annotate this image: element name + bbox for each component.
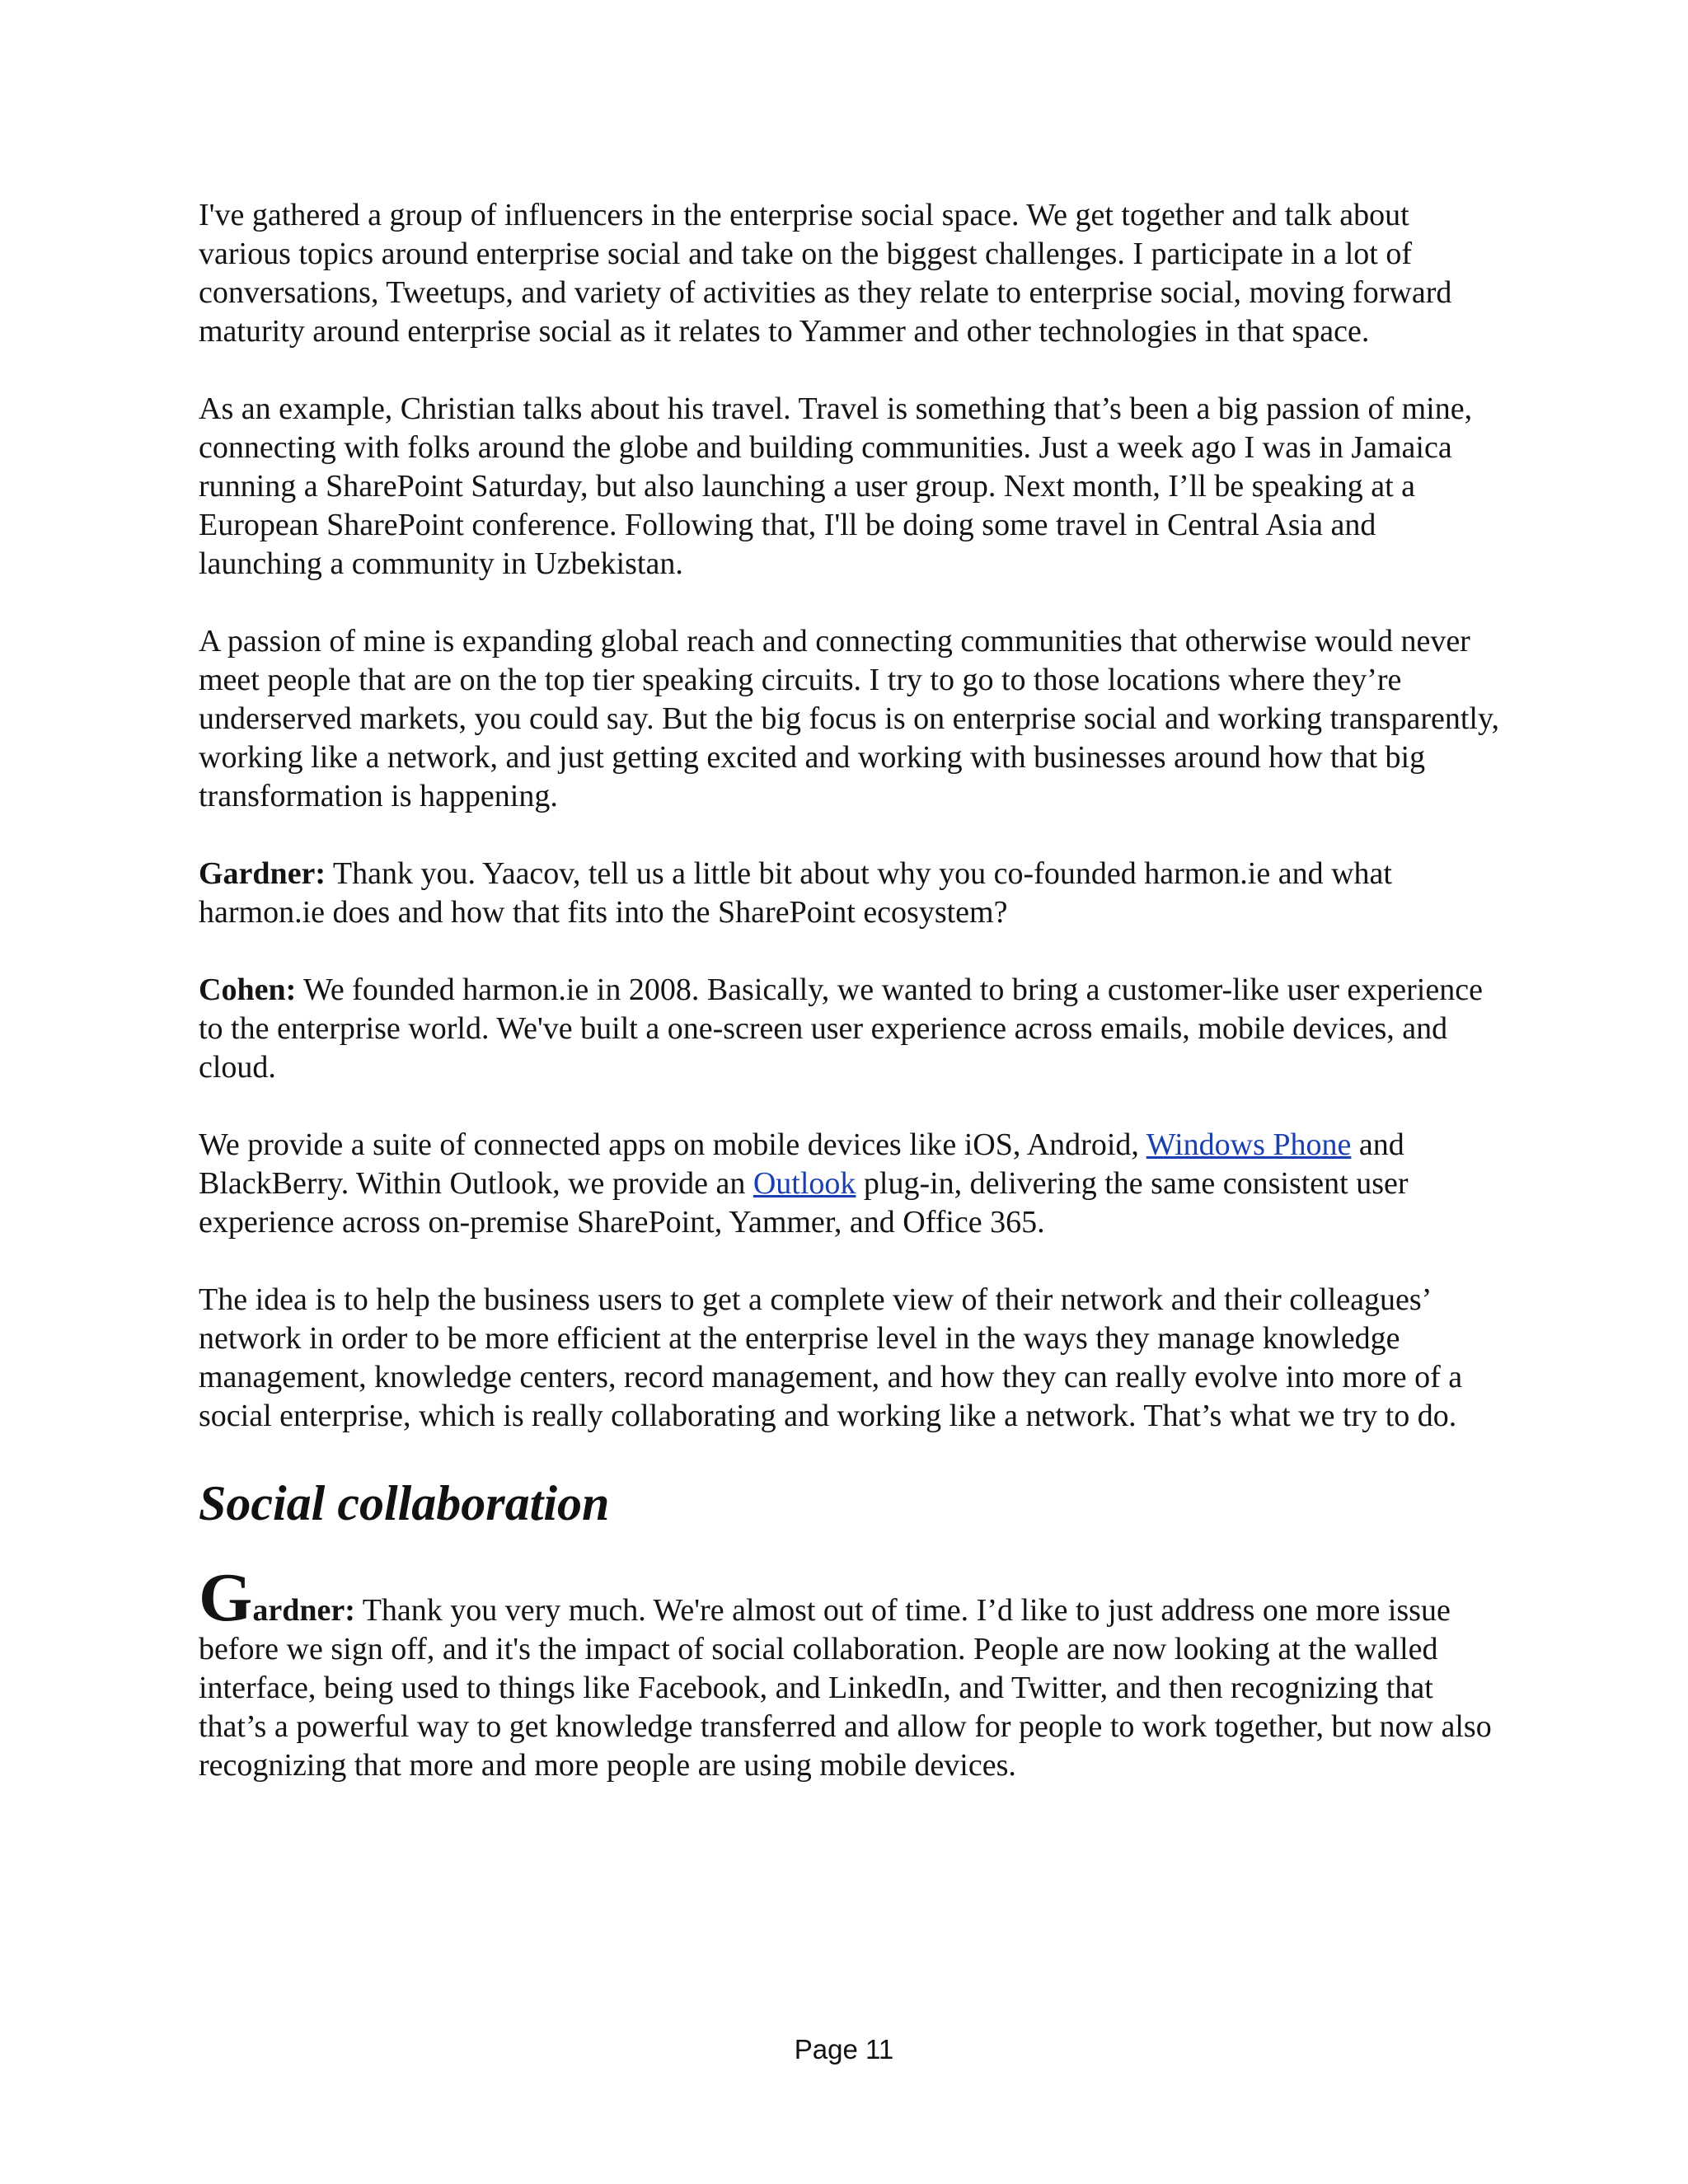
paragraph-text: and BlackBerry. Within Outlook, we provide an [199, 1127, 1404, 1201]
paragraph-global-reach: A passion of mine is expanding global reach and connecting communities that otherwise would never meet people that are on the top tier speaking circuits. I try to go to those locations where they’re underserved markets, you could say. But the big focus is on enterprise social and working transparently, working like a network, and just getting excited and working with businesses around how that big transformation is happening. [199, 624, 1500, 813]
paragraph-influencers: I've gathered a group of influencers in the enterprise social space. We get together and talk about various topics around enterprise social and take on the biggest challenges. I participate in a lot of conversations, Tweetups, and variety of activities as they relate to enterprise social, moving forward maturity around enterprise social as it relates to Yammer and other technologies in that space. [199, 198, 1452, 349]
paragraph-business-users: The idea is to help the business users to get a complete view of their network and their colleagues’ network in order to be more efficient at the enterprise level in the ways they manage knowledge management, knowledge centers, record management, and how they can really evolve into more of a social enterprise, which is really collaborating and working like a network. That’s what we try to do. [199, 1282, 1463, 1433]
speaker-name: Cohen: [199, 972, 297, 1007]
paragraph-text: We provide a suite of connected apps on mobile devices like iOS, Android, [199, 1127, 1146, 1162]
page-content [199, 196, 1501, 1824]
paragraph-cohen-answer [199, 971, 1501, 1087]
paragraph-text: Thank you. Yaacov, tell us a little bit about why you co-founded harmon.ie and what harmon.ie does and how that fits into the SharePoint ecosystem? [199, 856, 1392, 930]
drop-cap: G [199, 1559, 253, 1636]
section-heading: Social collaboration [199, 1476, 610, 1530]
paragraph-gardner-question [199, 855, 1501, 932]
speaker-name: ardner: [252, 1593, 355, 1628]
paragraph-text: Thank you very much. We're almost out of time. I’d like to just address one more issue before we sign off, and it's the impact of social collaboration. People are now looking at the walled interface, being used to things like Facebook, and LinkedIn, and Twitter, and then recognizing that that’s a powerful way to get knowledge transferred and allow for people to work together, but now also recognizing that more and more people are using mobile devices. [199, 1593, 1492, 1783]
paragraph-social-collaboration [199, 1559, 1501, 1785]
outlook-link[interactable]: Outlook [753, 1166, 856, 1201]
paragraph-connected-apps [199, 1126, 1501, 1242]
speaker-name: Gardner: [199, 856, 326, 891]
paragraph-text: plug-in, delivering the same consistent user experience across on-premise SharePoint, Yammer, and Office 365. [199, 1166, 1409, 1240]
paragraph-text: We founded harmon.ie in 2008. Basically, we wanted to bring a customer-like user experience to the enterprise world. We've built a one-screen user experience across emails, mobile devices, and cloud. [199, 972, 1483, 1085]
page-number: Page 11 [794, 2034, 894, 2064]
paragraph-travel: As an example, Christian talks about his travel. Travel is something that’s been a big passion of mine, connecting with folks around the globe and building communities. Just a week ago I was in Jamaica running a SharePoint Saturday, but also launching a user group. Next month, I’ll be speaking at a European SharePoint conference. Following that, I'll be doing some travel in Central Asia and launching a community in Uzbekistan. [199, 391, 1473, 581]
windows-phone-link[interactable]: Windows Phone [1146, 1127, 1352, 1162]
